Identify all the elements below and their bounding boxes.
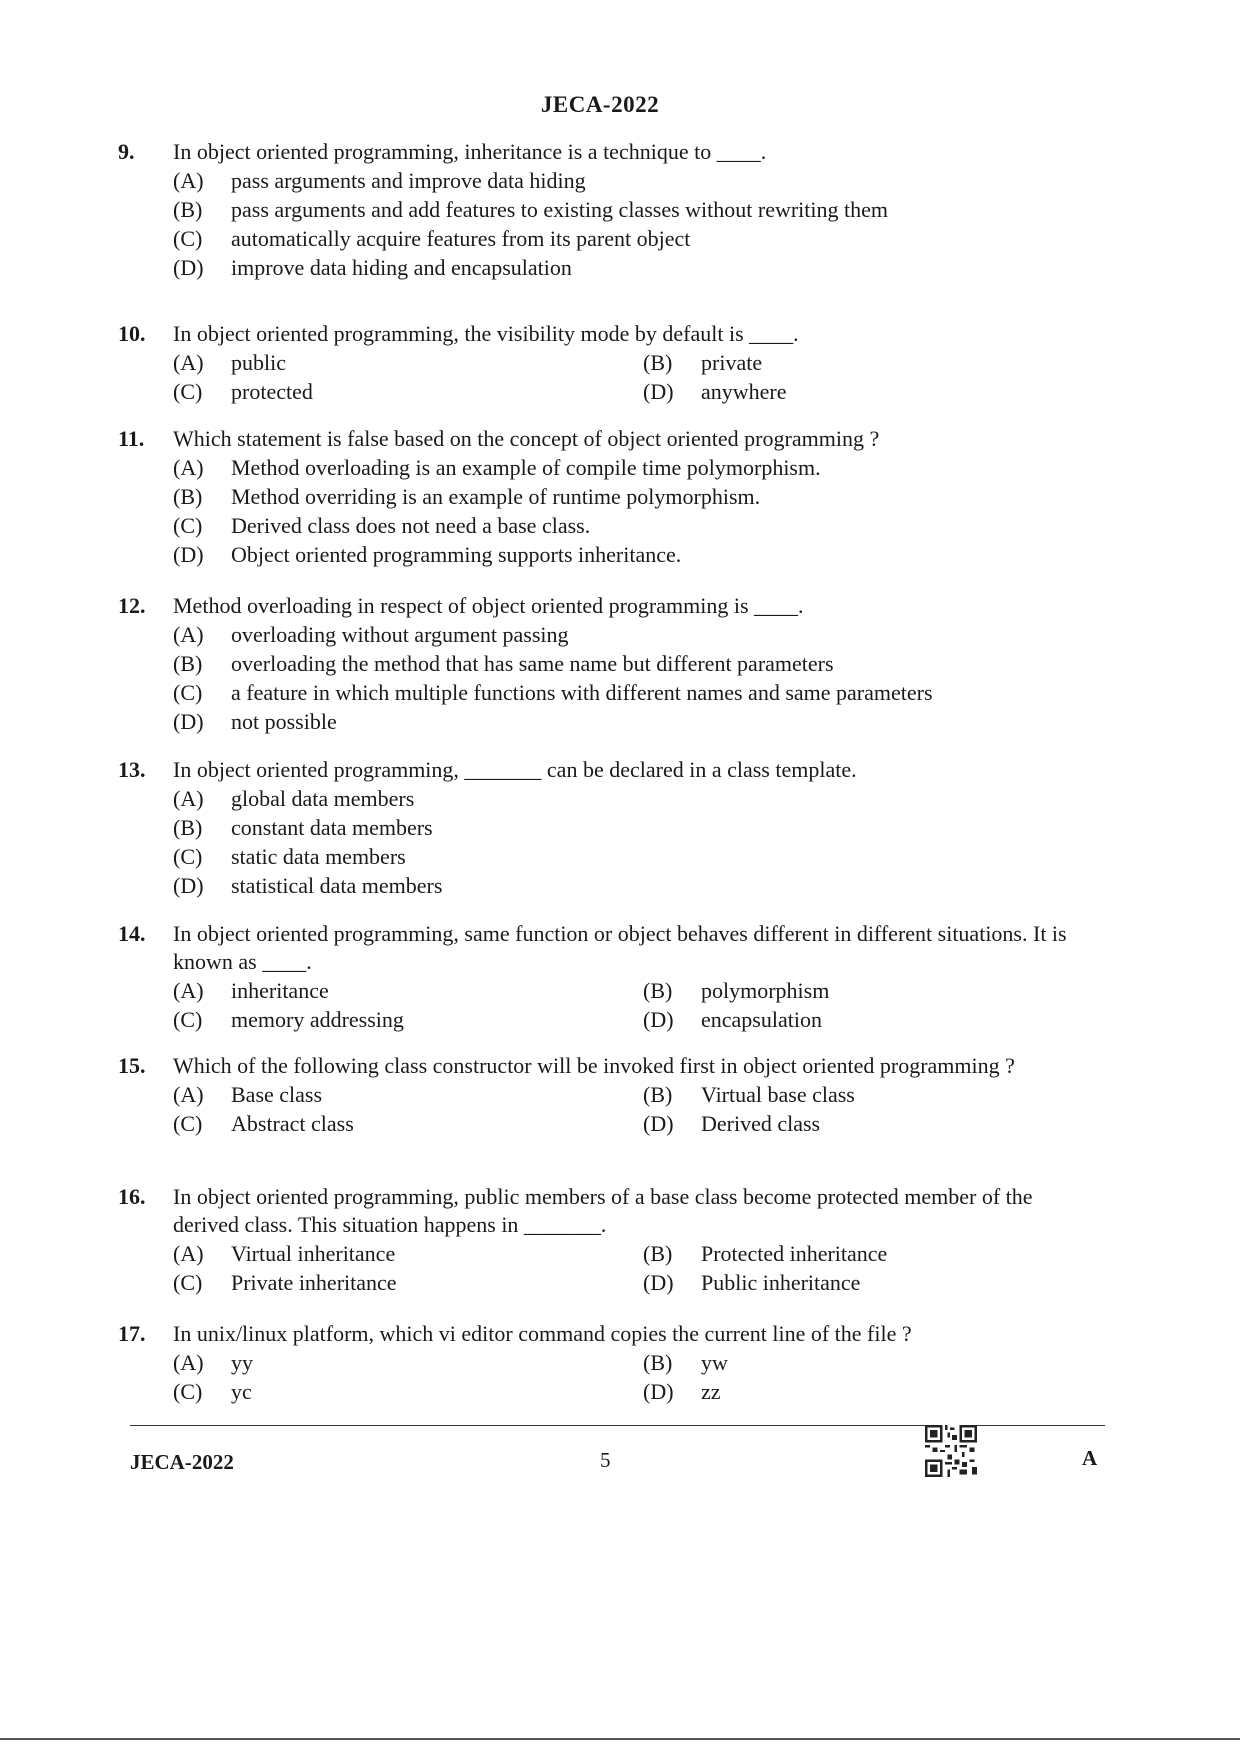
question-16: [118, 1183, 1078, 1297]
question-text: In object oriented programming, inheritance is a technique to ____.: [173, 139, 767, 164]
options-list: [173, 620, 1078, 736]
page-header-title: JECA-2022: [540, 92, 660, 117]
option-b: (B) overloading the method that has same name but different parameters: [173, 650, 834, 676]
option-a: (A) public: [173, 349, 286, 375]
option-a: (A) pass arguments and improve data hiding: [173, 167, 586, 193]
option-d: (D) encapsulation: [643, 1006, 822, 1032]
option-d: (D) anywhere: [643, 378, 787, 404]
option-b: (B) polymorphism: [643, 977, 830, 1003]
option-d: (D) Object oriented programming supports inheritance.: [173, 541, 682, 567]
options-list: [173, 166, 1078, 282]
question-text: Method overloading in respect of object oriented programming is ____.: [173, 593, 804, 618]
question-17: [118, 1320, 1078, 1406]
question-text: In object oriented programming, same function or object behaves different in different situations. It is known as ____.: [173, 921, 1067, 974]
question-number: 12.: [118, 593, 146, 618]
question-set-letter: A: [1082, 1446, 1098, 1470]
question-number: 14.: [118, 921, 146, 946]
option-b: (B) Protected inheritance: [643, 1240, 888, 1266]
question-number: 17.: [118, 1321, 146, 1346]
option-a: (A) inheritance: [173, 977, 329, 1003]
question-text: In object oriented programming, public members of a base class become protected member of the derived class. This situation happens in _______.: [173, 1184, 1033, 1237]
option-d: (D) zz: [643, 1378, 721, 1404]
option-c: (C) Abstract class: [173, 1110, 354, 1136]
option-d: (D) improve data hiding and encapsulation: [173, 254, 572, 280]
page-edge-rule: [0, 1738, 1240, 1740]
option-d: (D) not possible: [173, 708, 337, 734]
option-a: (A) Base class: [173, 1081, 323, 1107]
question-text: In unix/linux platform, which vi editor command copies the current line of the file ?: [173, 1321, 912, 1346]
option-d: (D) Derived class: [643, 1110, 821, 1136]
options-grid: [173, 1348, 1078, 1406]
option-b: (B) constant data members: [173, 814, 433, 840]
option-c: (C) Derived class does not need a base class.: [173, 512, 591, 538]
footer-exam-code: JECA-2022: [130, 1450, 234, 1474]
question-text: Which statement is false based on the concept of object oriented programming ?: [173, 426, 880, 451]
option-c: (C) memory addressing: [173, 1006, 404, 1032]
question-text: In object oriented programming, _______ can be declared in a class template.: [173, 757, 857, 782]
question-number: 16.: [118, 1184, 146, 1209]
question-14: [118, 920, 1078, 1034]
option-c: (C) automatically acquire features from its parent object: [173, 225, 691, 251]
question-10: [118, 320, 1078, 406]
options-grid: [173, 1080, 1078, 1138]
option-b: (B) yw: [643, 1349, 728, 1375]
option-c: (C) protected: [173, 378, 313, 404]
option-a: (A) overloading without argument passing: [173, 621, 569, 647]
question-number: 9.: [118, 139, 135, 164]
option-c: (C) Private inheritance: [173, 1269, 397, 1295]
option-b: (B) Method overriding is an example of runtime polymorphism.: [173, 483, 761, 509]
option-b: (B) Virtual base class: [643, 1081, 855, 1107]
question-13: [118, 756, 1078, 900]
option-a: (A) Virtual inheritance: [173, 1240, 396, 1266]
question-11: [118, 425, 1078, 569]
option-c: (C) static data members: [173, 843, 406, 869]
option-b: (B) private: [643, 349, 763, 375]
question-number: 15.: [118, 1053, 146, 1078]
options-grid: [173, 348, 1078, 406]
question-number: 11.: [118, 426, 145, 451]
options-grid: [173, 1239, 1078, 1297]
option-c: (C) yc: [173, 1378, 252, 1404]
options-list: [173, 784, 1078, 900]
option-b: (B) pass arguments and add features to existing classes without rewriting them: [173, 196, 889, 222]
question-15: [118, 1052, 1078, 1138]
option-d: (D) Public inheritance: [643, 1269, 861, 1295]
options-grid: [173, 976, 1078, 1034]
question-text: Which of the following class constructor will be invoked first in object oriented programming ?: [173, 1053, 1015, 1078]
question-text: In object oriented programming, the visibility mode by default is ____.: [173, 321, 799, 346]
question-12: [118, 592, 1078, 736]
qr-code-icon: [925, 1425, 977, 1477]
options-list: [173, 453, 1078, 569]
option-a: (A) global data members: [173, 785, 415, 811]
question-9: [118, 138, 1078, 282]
question-number: 10.: [118, 321, 146, 346]
option-a: (A) Method overloading is an example of compile time polymorphism.: [173, 454, 821, 480]
question-number: 13.: [118, 757, 146, 782]
option-d: (D) statistical data members: [173, 872, 443, 898]
option-a: (A) yy: [173, 1349, 253, 1375]
page-number: 5: [600, 1448, 611, 1472]
option-c: (C) a feature in which multiple functions with different names and same parameters: [173, 679, 933, 705]
